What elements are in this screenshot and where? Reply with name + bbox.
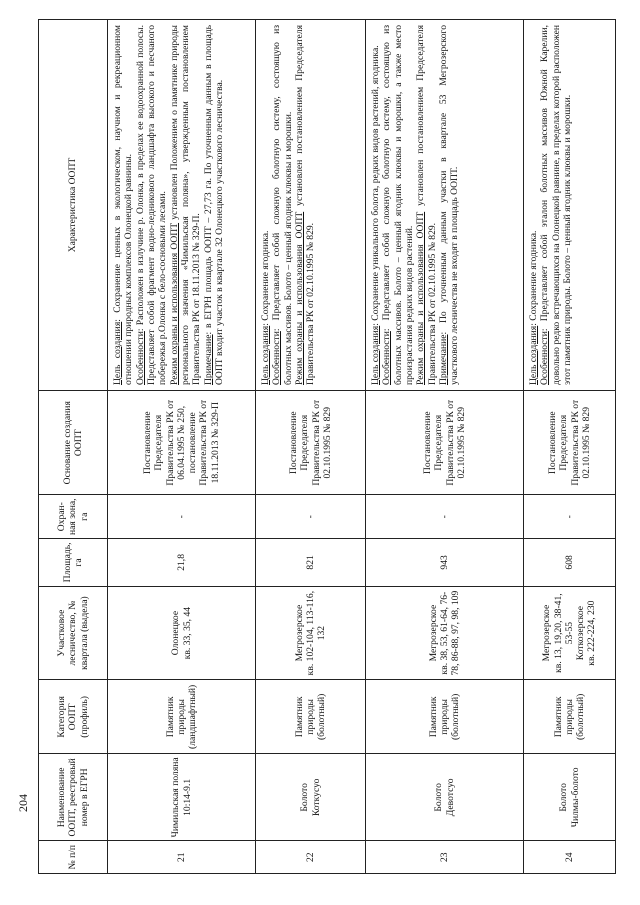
characteristic-paragraph [112,25,135,385]
characteristic-label: Примечание [202,334,214,386]
row-buffer: - [366,495,524,539]
characteristic-paragraph [528,25,539,385]
row-area: 821 [256,538,366,586]
row-name-line: Девотсуо [444,778,456,817]
row-basis [366,391,524,495]
row-num: 23 [366,841,524,874]
characteristic-text: : Сохранение ягодника. [528,230,539,326]
characteristic-text: установлен постановлением Председателя Правительства РК от 02.10.1995 № 829. [415,24,438,386]
characteristic-paragraph [370,25,381,385]
characteristic-paragraph [381,25,415,385]
header-basis: Основание создания ООПТ [39,391,108,495]
protected-areas-table-sheet [38,19,608,874]
table-row [524,20,616,874]
characteristic-text: установлен постановлением Председателя Правительства РК от 02.10.1995 № 829. [293,24,317,386]
header-category: Категория ООПТ (профиль) [39,680,108,754]
characteristic-label: Цель создания [112,321,123,386]
row-forestry-line: Олонецкое [170,610,182,656]
table-row [108,20,256,874]
header-num: № п/п [39,841,108,874]
characteristic-label: Особенности [134,331,146,386]
row-basis [256,391,366,495]
header-name: Наименование ООПТ, реестровый номер в ЕГРН [39,754,108,841]
characteristic-label: Цель создания [528,325,539,386]
characteristic-paragraph [271,25,294,385]
characteristic-label: Примечание [437,334,449,386]
row-characteristic [366,20,524,391]
characteristic-label: Цель создания [260,325,271,386]
row-basis-line: Постановление Председателя Правительства РК от 02.10.1995 № 829 [546,399,592,486]
row-characteristic [108,20,256,391]
row-basis-line: Постановление Председателя Правительства РК от 02.10.1995 № 829 [421,399,467,486]
row-forestry [524,586,616,680]
characteristic-paragraph [438,25,461,385]
row-forestry [256,586,366,680]
row-area: 21,8 [108,538,256,586]
characteristic-label: Цель создания [370,325,381,386]
row-basis [524,391,616,495]
row-forestry-line: Мегрозерское [541,604,553,662]
row-forestry-line: кв. 38, 53, 61-64, 76-78, 86-88, 97, 98, 109 [438,590,462,676]
row-characteristic [524,20,616,391]
characteristic-label: Особенности [381,331,393,386]
header-forestry: Участковое лесничество, № квартала (выдела) [39,586,108,680]
table-body [108,20,616,874]
row-characteristic [256,20,366,391]
row-category: Памятник природы (болотный) [524,680,616,754]
header-characteristic: Характеристика ООПТ [39,20,108,391]
row-forestry-line: кв. 102-104, 113-116, 132 [304,590,328,676]
characteristic-text: : Расположен в излучине р. Олонка, в пределах ее водоохранной полосы. Представляет собой фрагмент водно-ледникового ландшафта высокого и песчаного побережья р.Олонка с бело-сосновыми лесами. [134,25,169,386]
row-forestry [108,586,256,680]
row-buffer: - [524,495,616,539]
row-category: Памятник природы (болотный) [366,680,524,754]
row-num: 24 [524,841,616,874]
row-name [108,754,256,841]
row-category: Памятник природы (ландшафтный) [108,680,256,754]
characteristic-paragraph [415,25,438,385]
characteristic-text: : Сохранение ценных в экологическом, научном и рекреационном отношении природных комплексов Олонецкой равнины. [112,25,135,386]
characteristic-paragraph [260,25,271,385]
row-basis [108,391,256,495]
row-name-line: Болото [299,783,311,812]
row-name [524,754,616,841]
characteristic-text: : Представляет собой сложную болотную систему, состоящую из болотных массивов. Болото – ценный ягодник клюквы и морошки, а также место произрастания редких видов растений. [381,25,415,386]
row-name-line: 10:14-9.1 [181,778,193,816]
characteristic-text: : в ЕГРН площадь ООПТ – 27,73 га. По уточненным данным в площадь ООПТ входит участок в квартале 32 Олонецкого участкового лесничества. [202,25,225,386]
row-basis-line: Постановление Председателя Правительства РК от 02.10.1995 № 829 [287,399,333,486]
row-forestry-line: Мегрозерское [293,604,305,662]
row-basis-line: Постановление Председателя Правительства РК от 06.04.1995 № 250, [141,399,187,486]
table-row [366,20,524,874]
row-forestry [366,586,524,680]
row-name-line: Чимильская поляна [170,757,182,838]
table-row [256,20,366,874]
characteristic-text: установлен Положением о памятнике природы регионального значения «Чимильская поляна», утвержденным постановлением Правительства РК от 18.11.2013 № 329-П. [168,25,203,386]
characteristic-label: Режим охраны и использования ООПТ [168,222,180,386]
row-name-line: Болото [558,783,570,812]
row-area: 608 [524,538,616,586]
characteristic-paragraph [203,25,226,385]
row-buffer: - [108,495,256,539]
characteristic-label: Особенности [539,331,551,386]
characteristic-label: Режим охраны и использования ООПТ [293,211,305,386]
row-forestry-line: кв. 33, 35, 44 [181,606,193,660]
characteristic-text: : Сохранение ягодника. [260,230,271,326]
characteristic-paragraph [294,25,317,385]
header-buffer: Охран- ная зона, га [39,495,108,539]
row-name-line: Коткусуо [310,778,322,817]
characteristic-text: : Представляет собой сложную болотную систему, состоящую из болотных массивов. Болото – ценный ягодник клюквы и морошки. [271,25,294,386]
row-num: 21 [108,841,256,874]
characteristic-text: : Представляет собой эталон болотных массивов Южной Карелии, довольно редко встречающихся на Олонецкой равнине, в пределах которой расположен этот памятник природы. Болото – ценный ягодник клюквы и морошки. [539,25,573,386]
characteristic-paragraph [539,25,573,385]
row-forestry-line: кв. 13, 19,20, 38-41, 53-55 [552,593,575,673]
row-name [366,754,524,841]
characteristic-text: : Сохранение уникального болота, редких видов растений, ягодника. [370,45,381,326]
row-category: Памятник природы (болотный) [256,680,366,754]
characteristic-paragraph [169,25,203,385]
characteristic-paragraph [135,25,169,385]
protected-areas-table [38,19,616,874]
row-name [256,754,366,841]
characteristic-label: Особенности [271,331,283,386]
page-number: 204 [16,794,30,812]
characteristic-text: : По уточненным данным участки в квартале 53 Мегрозерского участкового лесничества не входят в площадь ООПТ. [437,25,461,386]
characteristic-label: Режим охраны и использования ООПТ [415,211,427,386]
row-forestry-line: Коткозерское [575,606,587,661]
table-header-row [39,20,108,874]
row-num: 22 [256,841,366,874]
row-area: 943 [366,538,524,586]
row-name-line: Чилмы-болото [569,767,581,828]
row-forestry-line: Мегрозерское [427,604,439,662]
header-area: Площадь, га [39,538,108,586]
row-name-line: Болото [433,783,445,812]
row-forestry-line: кв. 222-224, 230 [586,600,598,666]
row-buffer: - [256,495,366,539]
row-basis-line: постановление Правительства РК от 18.11.2013 № 329-П [187,399,221,486]
